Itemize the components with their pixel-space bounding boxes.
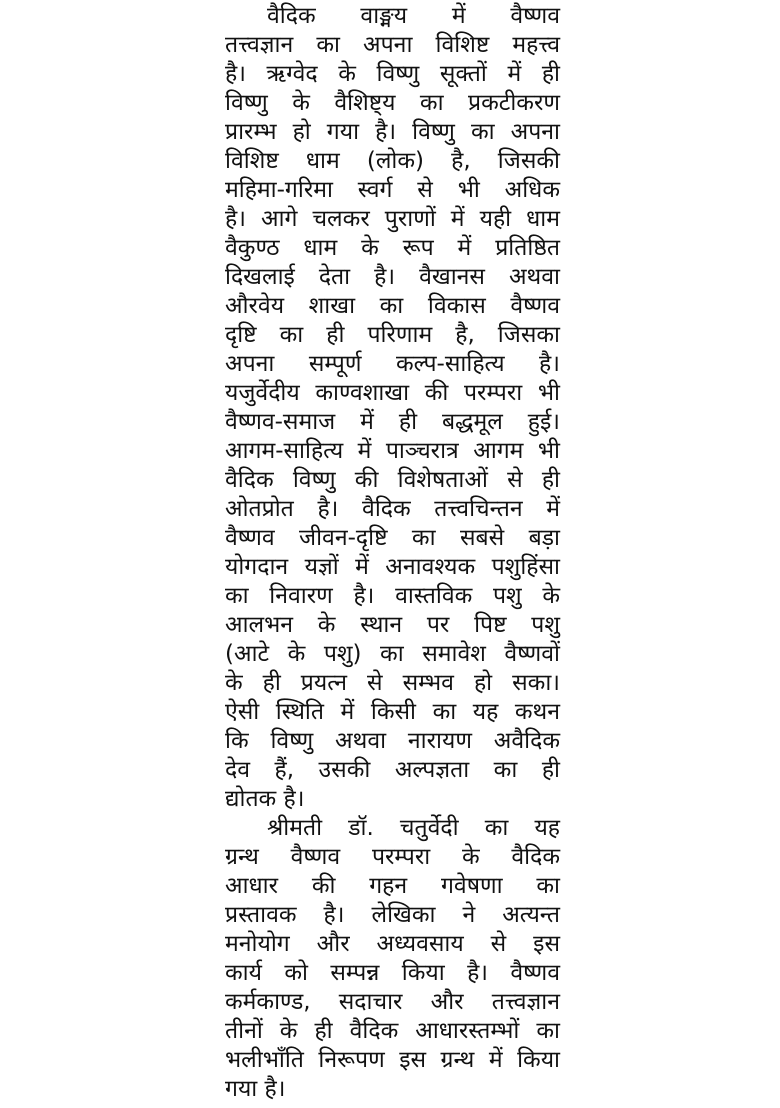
text-line: के ही प्रयत्न से सम्भव हो सका। — [225, 670, 560, 696]
text-line: विशिष्ट धाम (लोक) है, जिसकी — [225, 148, 560, 174]
text-line: ग्रन्थ वैष्णव परम्परा के वैदिक — [225, 844, 560, 870]
text-line: (आटे के पशु) का समावेश वैष्णवों — [225, 641, 560, 667]
text-line: अपना सम्पूर्ण कल्प-साहित्य है। — [225, 351, 560, 377]
text-line: योगदान यज्ञों में अनावश्यक पशुहिंसा — [225, 554, 560, 580]
text-line: कर्मकाण्ड, सदाचार और तत्त्वज्ञान — [225, 989, 560, 1015]
text-line: औरवेय शाखा का विकास वैष्णव — [225, 293, 560, 319]
text-line: प्रस्तावक है। लेखिका ने अत्यन्त — [225, 902, 560, 928]
text-line: का निवारण है। वास्तविक पशु के — [225, 583, 560, 609]
text-line: है। आगे चलकर पुराणों में यही धाम — [225, 206, 560, 232]
text-line: प्रारम्भ हो गया है। विष्णु का अपना — [225, 119, 560, 145]
text-line: भलीभाँति निरूपण इस ग्रन्थ में किया — [225, 1047, 560, 1073]
text-line: यजुर्वेदीय काण्वशाखा की परम्परा भी — [225, 380, 560, 406]
text-line: श्रीमती डॉ. चतुर्वेदी का यह — [267, 815, 560, 841]
text-line: तत्त्वज्ञान का अपना विशिष्ट महत्त्व — [225, 32, 560, 58]
text-line: आलभन के स्थान पर पिष्ट पशु — [225, 612, 560, 638]
text-line: कार्य को सम्पन्न किया है। वैष्णव — [225, 960, 560, 986]
text-line: मनोयोग और अध्यवसाय से इस — [225, 931, 560, 957]
text-line: महिमा-गरिमा स्वर्ग से भी अधिक — [225, 177, 560, 203]
text-line: द्योतक है। — [225, 786, 305, 812]
text-line: दिखलाई देता है। वैखानस अथवा — [225, 264, 560, 290]
text-line: देव हैं, उसकी अल्पज्ञता का ही — [225, 757, 560, 783]
text-line: दृष्टि का ही परिणाम है, जिसका — [225, 322, 560, 348]
text-line: आधार की गहन गवेषणा का — [225, 873, 560, 899]
text-line: वैष्णव जीवन-दृष्टि का सबसे बड़ा — [225, 525, 560, 551]
text-line: कि विष्णु अथवा नारायण अवैदिक — [225, 728, 560, 754]
text-line: गया है। — [225, 1076, 286, 1102]
text-line: तीनों के ही वैदिक आधारस्तम्भों का — [225, 1018, 560, 1044]
text-line: वैदिक वाङ्मय में वैष्णव — [267, 3, 560, 29]
text-line: वैष्णव-समाज में ही बद्धमूल हुई। — [225, 409, 560, 435]
text-line: आगम-साहित्य में पाञ्चरात्र आगम भी — [225, 438, 560, 464]
text-line: विष्णु के वैशिष्ट्य का प्रकटीकरण — [225, 90, 560, 116]
text-line: वैकुण्ठ धाम के रूप में प्रतिष्ठित — [225, 235, 560, 261]
text-line: है। ऋग्वेद के विष्णु सूक्तों में ही — [225, 61, 560, 87]
text-line: ऐसी स्थिति में किसी का यह कथन — [225, 699, 560, 725]
text-line: वैदिक विष्णु की विशेषताओं से ही — [225, 467, 560, 493]
text-line: ओतप्रोत है। वैदिक तत्त्वचिन्तन में — [225, 496, 560, 522]
